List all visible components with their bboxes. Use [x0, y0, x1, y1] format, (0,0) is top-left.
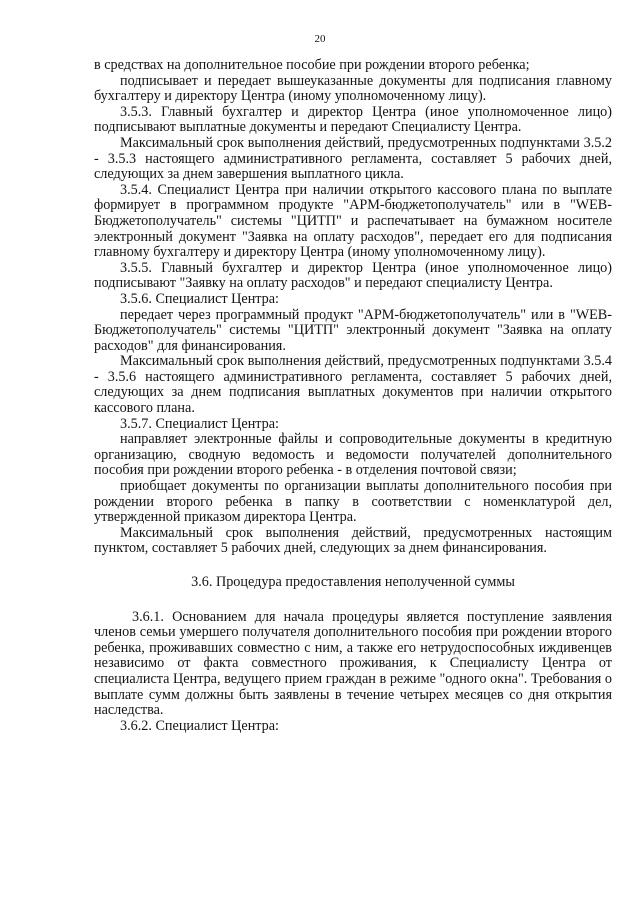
page-number: 20 [314, 33, 326, 45]
paragraph: 3.6.2. Специалист Центра: [120, 717, 279, 734]
paragraph: Максимальный срок выполнения действий, предусмотренных подпунктами 3.5.4 - 3.5.6 настоящего административного регламента, составляет 5 рабочих дней, следующих за днем подписания выплатных документов при наличии открытого кассового плана. [94, 353, 612, 417]
paragraph: 3.5.3. Главный бухгалтер и директор Центра (иное уполномоченное лицо) подписывают выплатные документы и передают Специалисту Центра. [94, 103, 612, 136]
paragraph: 3.5.4. Специалист Центра при наличии открытого кассового плана по выплате формирует в программном продукте "АРМ-бюджетополучатель" или в "WEB-Бюджетополучатель" системы "ЦИТП" и распечатывает на бумажном носителе электронный документ "Заявка на оплату расходов", передает его для подписания главному бухгалтеру и директору Центра (иному уполномоченному лицу). [94, 181, 612, 261]
paragraph: Максимальный срок выполнения действий, предусмотренных настоящим пунктом, составляет 5 рабочих дней, следующих за днем финансирования. [94, 524, 612, 557]
paragraph: направляет электронные файлы и сопроводительные документы в кредитную организацию, сводную ведомость и ведомости получателей дополнительного пособия при рождении второго ребенка - в отделения почтовой связи; [94, 431, 612, 479]
document-body [94, 58, 612, 734]
paragraph: в средствах на дополнительное пособие при рождении второго ребенка; [94, 57, 530, 73]
paragraph: 3.5.7. Специалист Центра: [120, 415, 279, 432]
paragraph: 3.5.6. Специалист Центра: [120, 290, 279, 307]
paragraph: 3.5.5. Главный бухгалтер и директор Центра (иное уполномоченное лицо) подписывают "Заявку на оплату расходов" и передают специалисту Центра. [94, 259, 612, 292]
paragraph: подписывает и передает вышеуказанные документы для подписания главному бухгалтеру и директору Центра (иному уполномоченному лицу). [94, 72, 612, 105]
paragraph: приобщает документы по организации выплаты дополнительного пособия при рождении второго ребенка в папку в соответствии с номенклатурой дел, утвержденной приказом директора Центра. [94, 478, 612, 526]
paragraph: передает через программный продукт "АРМ-бюджетополучатель" или в "WEB-Бюджетополучатель" системы "ЦИТП" электронный документ "Заявка на оплату расходов" для финансирования. [94, 306, 612, 354]
section-heading: 3.6. Процедура предоставления неполученной суммы [191, 574, 515, 590]
paragraph: Максимальный срок выполнения действий, предусмотренных подпунктами 3.5.2 - 3.5.3 настоящего административного регламента, составляет 5 рабочих дней, следующих за днем завершения выплатного цикла. [94, 134, 612, 183]
paragraph: 3.6.1. Основанием для начала процедуры является поступление заявления членов семьи умершего получателя дополнительного пособия при рождении второго ребенка, проживавших совместно с ним, а также его нетрудоспособных иждивенцев независимо от факта совместного проживания, к Специалисту Центра от специалиста Центра, ведущего прием граждан в режиме "одного окна". Требования о выплате сумм должны быть заявлены в течение четырех месяцев со дня открытия наследства. [94, 608, 612, 719]
